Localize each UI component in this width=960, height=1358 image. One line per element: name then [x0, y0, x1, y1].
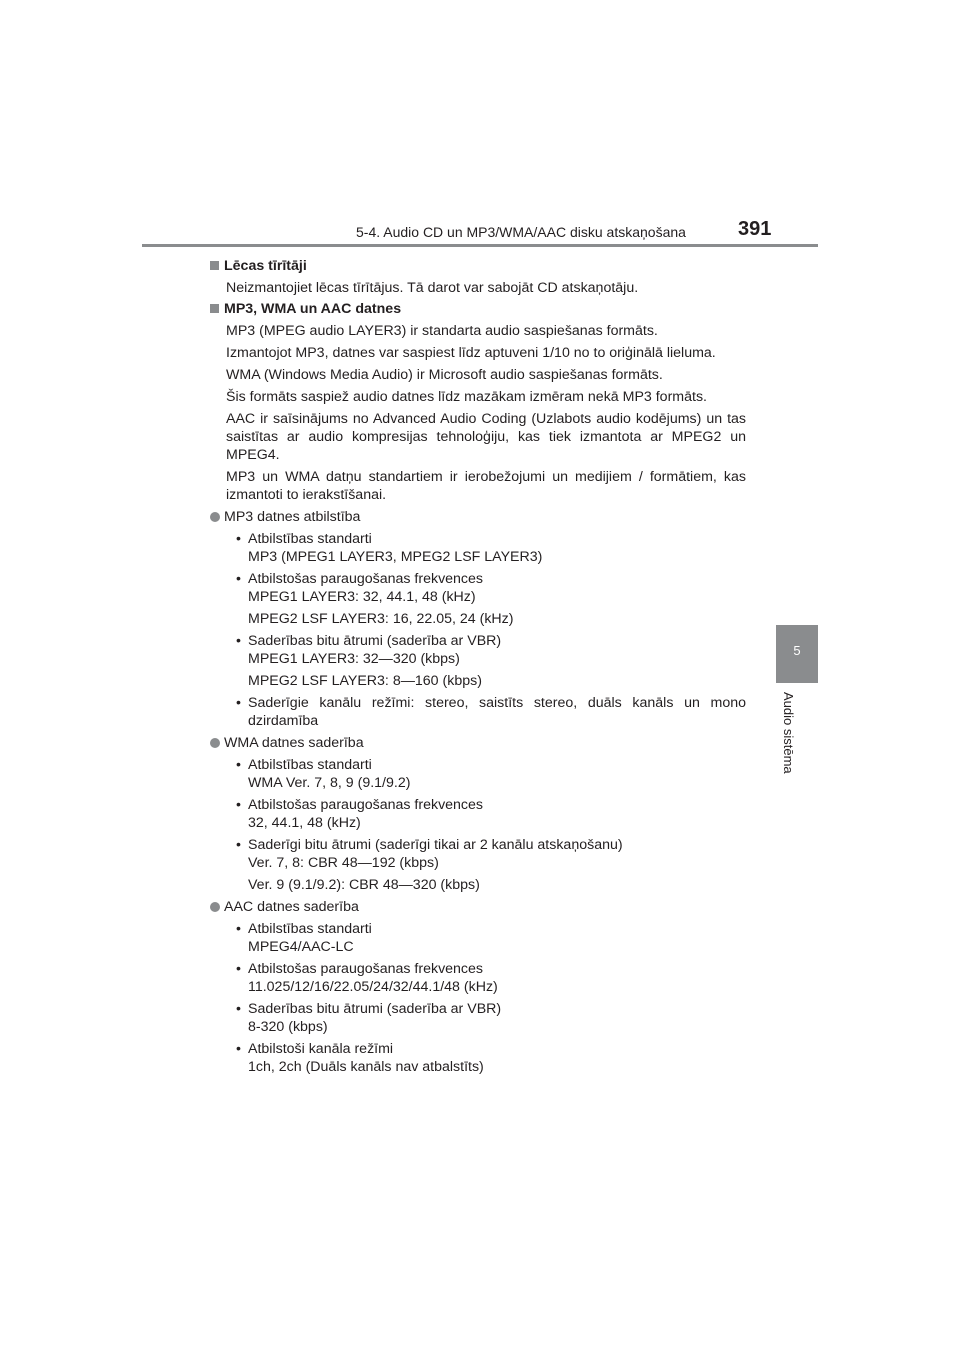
chapter-label: Audio sistēma — [781, 692, 796, 774]
list-item — [210, 920, 746, 956]
list-item-value: MP3 (MPEG1 LAYER3, MPEG2 LSF LAYER3) — [248, 549, 543, 565]
circle-bullet-icon — [210, 512, 220, 522]
bullet-dot-icon: • — [236, 1041, 241, 1057]
category-heading — [210, 898, 746, 916]
chapter-label-container — [778, 692, 814, 792]
bullet-dot-icon: • — [236, 531, 241, 547]
section-heading — [210, 257, 746, 275]
header-divider — [142, 244, 818, 247]
list-item-label: Saderības bitu ātrumi (saderība ar VBR) — [248, 633, 502, 649]
heading-text: Lēcas tīrītāji — [224, 258, 307, 274]
paragraph: Neizmantojiet lēcas tīrītājus. Tā darot var sabojāt CD atskaņotāju. — [226, 280, 639, 296]
paragraph: WMA (Windows Media Audio) ir Microsoft audio saspiešanas formāts. — [226, 367, 663, 383]
section-heading — [210, 300, 746, 318]
bullet-dot-icon: • — [236, 921, 241, 937]
list-item-value: MPEG4/AAC-LC — [248, 939, 354, 955]
paragraph: MP3 (MPEG audio LAYER3) ir standarta audio saspiešanas formāts. — [226, 323, 658, 339]
square-bullet-icon — [210, 261, 219, 270]
category-heading — [210, 734, 746, 752]
bullet-dot-icon: • — [236, 961, 241, 977]
list-item-label: Atbilstības standarti — [248, 531, 372, 547]
bullet-dot-icon: • — [236, 1001, 241, 1017]
bullet-dot-icon: • — [236, 695, 241, 711]
heading-text: MP3, WMA un AAC datnes — [224, 301, 402, 317]
page-content — [210, 254, 746, 1076]
list-item-value: MPEG2 LSF LAYER3: 8—160 (kbps) — [248, 673, 482, 689]
list-item — [210, 530, 746, 566]
category-heading — [210, 508, 746, 526]
list-item — [210, 796, 746, 832]
list-item — [210, 960, 746, 996]
circle-bullet-icon — [210, 902, 220, 912]
list-item-label: Saderīgie kanālu režīmi: stereo, saistīts stereo, duāls kanāls un mono dzirdamība — [248, 695, 746, 729]
list-item-value: MPEG2 LSF LAYER3: 16, 22.05, 24 (kHz) — [248, 611, 514, 627]
category-text: AAC datnes saderība — [224, 899, 359, 915]
paragraph: MP3 un WMA datņu standartiem ir ierobežojumi un medijiem / formātiem, kas izmantoti to ierakstīšanai. — [226, 469, 746, 503]
list-item-label: Atbilstošas paraugošanas frekvences — [248, 797, 484, 813]
list-item-value: MPEG1 LAYER3: 32, 44.1, 48 (kHz) — [248, 589, 476, 605]
list-item — [210, 1000, 746, 1036]
paragraph: AAC ir saīsinājums no Advanced Audio Coding (Uzlabots audio kodējums) un tas saistītas ar audio kompresijas tehnoloģiju, kas tiek izmantota ar MPEG2 un MPEG4. — [226, 411, 746, 463]
paragraph: Izmantojot MP3, datnes var saspiest līdz aptuveni 1/10 no to oriģinālā lieluma. — [226, 345, 716, 361]
list-item — [210, 1040, 746, 1076]
list-item-value: Ver. 9 (9.1/9.2): CBR 48—320 (kbps) — [248, 877, 480, 893]
list-item — [210, 632, 746, 668]
list-item — [210, 694, 746, 730]
chapter-tab — [776, 625, 818, 683]
chapter-number: 5 — [793, 643, 801, 658]
bullet-dot-icon: • — [236, 757, 241, 773]
category-text: WMA datnes saderība — [224, 735, 364, 751]
list-item-label: Atbilstības standarti — [248, 921, 372, 937]
bullet-dot-icon: • — [236, 797, 241, 813]
list-item-label: Atbilstošas paraugošanas frekvences — [248, 961, 484, 977]
paragraph: Šis formāts saspiež audio datnes līdz mazākam izmēram nekā MP3 formāts. — [226, 389, 707, 405]
list-item-label: Atbilstošas paraugošanas frekvences — [248, 571, 484, 587]
list-item-value: WMA Ver. 7, 8, 9 (9.1/9.2) — [248, 775, 411, 791]
category-text: MP3 datnes atbilstība — [224, 509, 361, 525]
list-item-value: 1ch, 2ch (Duāls kanāls nav atbalstīts) — [248, 1059, 484, 1075]
list-item-value: Ver. 7, 8: CBR 48—192 (kbps) — [248, 855, 439, 871]
list-item-label: Atbilstoši kanāla režīmi — [248, 1041, 394, 1057]
list-item-label: Saderības bitu ātrumi (saderība ar VBR) — [248, 1001, 502, 1017]
list-item-label: Saderīgi bitu ātrumi (saderīgi tikai ar 2 kanālu atskaņošanu) — [248, 837, 623, 853]
circle-bullet-icon — [210, 738, 220, 748]
bullet-dot-icon: • — [236, 633, 241, 649]
page-number: 391 — [738, 218, 772, 240]
list-item — [210, 570, 746, 606]
bullet-dot-icon: • — [236, 837, 241, 853]
list-item-value: 11.025/12/16/22.05/24/32/44.1/48 (kHz) — [248, 979, 498, 995]
list-item-value: 8-320 (kbps) — [248, 1019, 328, 1035]
list-item — [210, 836, 746, 872]
list-item-label: Atbilstības standarti — [248, 757, 372, 773]
list-item-value: MPEG1 LAYER3: 32—320 (kbps) — [248, 651, 460, 667]
list-item — [210, 756, 746, 792]
header-section-title: 5-4. Audio CD un MP3/WMA/AAC disku atskaņošana — [356, 224, 686, 240]
square-bullet-icon — [210, 304, 219, 313]
list-item-value: 32, 44.1, 48 (kHz) — [248, 815, 361, 831]
bullet-dot-icon: • — [236, 571, 241, 587]
